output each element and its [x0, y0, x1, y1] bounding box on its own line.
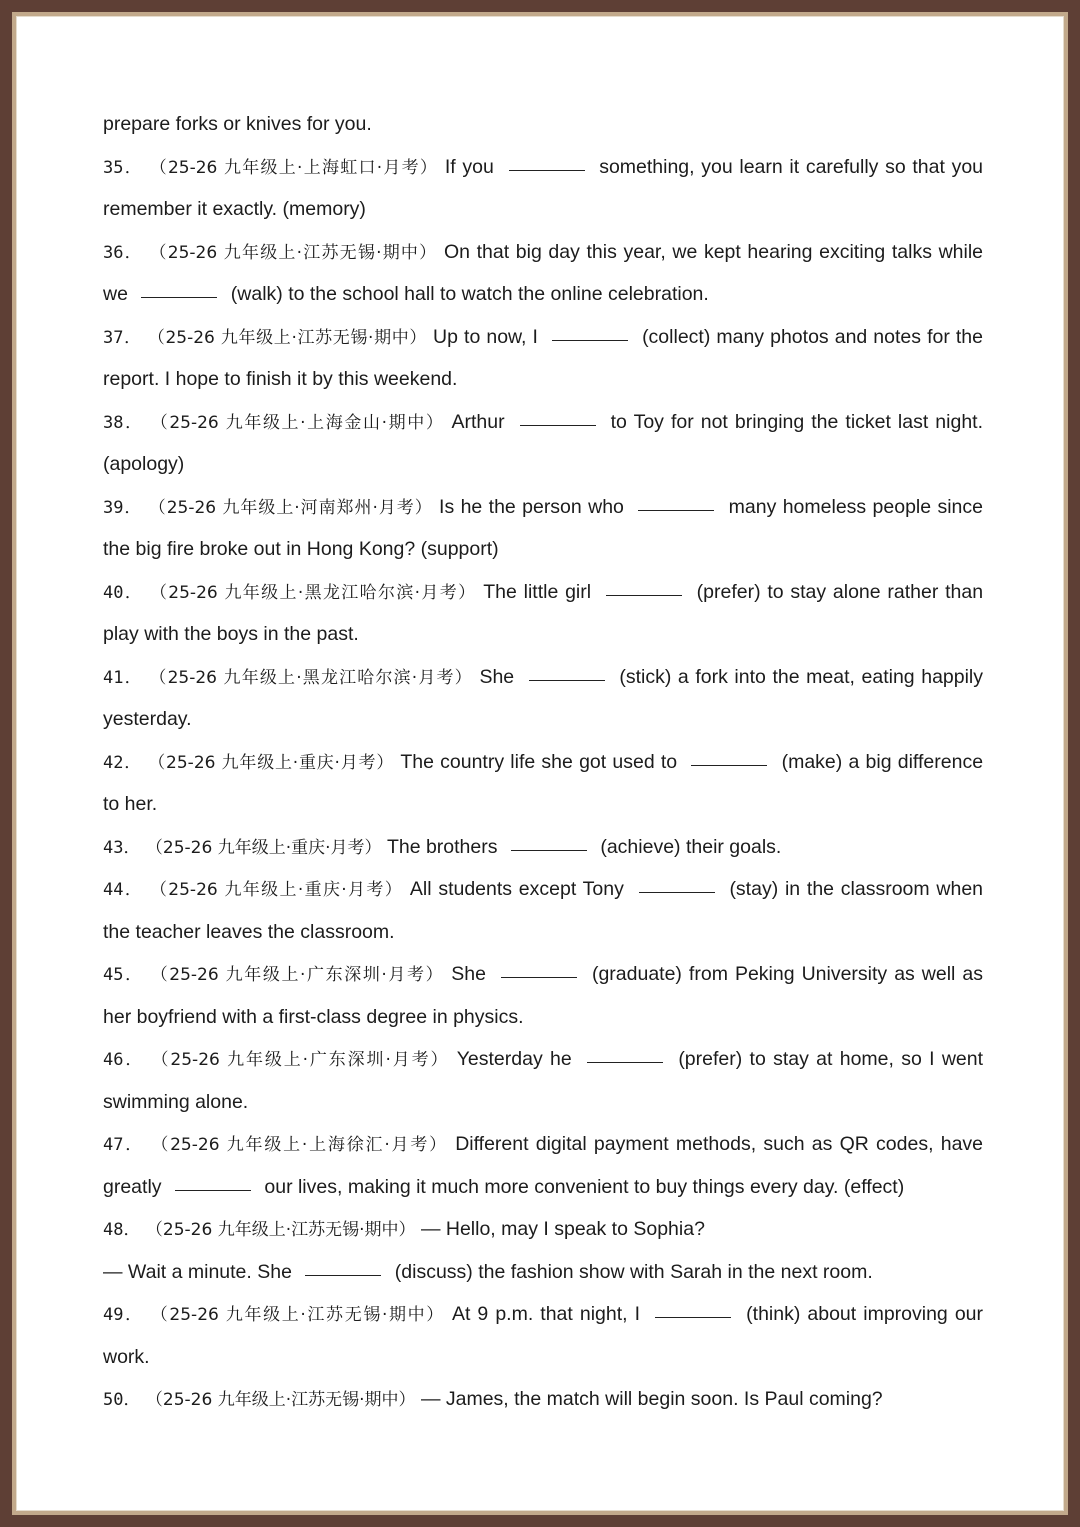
- question-source: （25-26 九年级上·江苏无锡·期中）: [150, 1305, 445, 1325]
- question-text: All students except Tony: [409, 878, 624, 900]
- exercise-content: [103, 103, 983, 1421]
- continuation-line: [103, 698, 983, 741]
- question-text-after-blank: (stick) a fork into the meat, eating happily: [619, 665, 983, 688]
- question-source: （25-26 九年级上·重庆·月考）: [149, 880, 404, 900]
- question-number: 41．: [103, 667, 143, 688]
- question-line: [103, 1378, 983, 1421]
- question-text: prepare forks or knives for you.: [103, 113, 372, 135]
- question-source: （25-26 九年级上·江苏无锡·期中）: [149, 242, 438, 263]
- question-text: play with the boys in the past.: [103, 623, 359, 645]
- answer-blank[interactable]: [305, 1274, 381, 1276]
- question-source: （25-26 九年级上·黑龙江哈尔滨·月考）: [149, 667, 473, 688]
- answer-blank[interactable]: [638, 509, 714, 511]
- answer-blank[interactable]: [141, 296, 217, 298]
- question-line: [103, 1293, 983, 1336]
- question-source: （25-26 九年级上·江苏无锡·期中）: [145, 1390, 416, 1410]
- continuation-line: [103, 911, 983, 954]
- answer-blank[interactable]: [175, 1189, 251, 1191]
- question-line: [103, 868, 983, 911]
- answer-blank[interactable]: [587, 1061, 663, 1063]
- continuation-line: [103, 443, 983, 486]
- question-text: If you: [444, 155, 494, 178]
- question-number: 44．: [103, 880, 144, 900]
- question-line: [103, 571, 983, 614]
- question-source: （25-26 九年级上·河南郑州·月考）: [148, 497, 433, 518]
- continuation-line: [103, 273, 983, 316]
- answer-blank[interactable]: [639, 891, 715, 893]
- question-line: [103, 401, 983, 444]
- question-text-after-blank: (collect) many photos and notes for the: [642, 325, 983, 348]
- question-line: [103, 486, 983, 529]
- question-text: On that big day this year, we kept hearing exciting talks while: [443, 240, 983, 263]
- question-line: [103, 146, 983, 189]
- question-text: The brothers: [386, 835, 498, 858]
- question-number: 50．: [103, 1390, 141, 1410]
- question-text: swimming alone.: [103, 1090, 249, 1113]
- question-line: [103, 1208, 983, 1251]
- question-text-after-blank: something, you learn it carefully so that you: [599, 155, 983, 178]
- question-number: 40．: [103, 582, 144, 603]
- question-text-after-blank: (prefer) to stay alone rather than: [696, 580, 983, 603]
- question-line: [103, 1038, 983, 1081]
- question-source: （25-26 九年级上·江苏无锡·期中）: [145, 1220, 416, 1240]
- question-number: 47．: [103, 1135, 145, 1155]
- question-number: 35．: [103, 157, 143, 178]
- question-text: her boyfriend with a first-class degree in physics.: [103, 1005, 524, 1028]
- question-text: work.: [103, 1345, 150, 1368]
- question-source: （25-26 九年级上·上海金山·期中）: [150, 412, 445, 433]
- answer-blank[interactable]: [529, 679, 605, 681]
- question-line: [103, 316, 983, 359]
- question-text-after-blank: (make) a big difference: [781, 750, 983, 773]
- question-text: — James, the match will begin soon. Is Paul coming?: [420, 1388, 883, 1410]
- question-source: （25-26 九年级上·上海徐汇·月考）: [151, 1135, 448, 1155]
- answer-blank[interactable]: [691, 764, 767, 766]
- question-source: （25-26 九年级上·江苏无锡·期中）: [147, 327, 427, 348]
- question-source: （25-26 九年级上·上海虹口·月考）: [149, 157, 439, 178]
- question-text: She: [451, 963, 486, 985]
- question-text-after-blank: (achieve) their goals.: [600, 835, 782, 858]
- question-line: [103, 741, 983, 784]
- question-number: 45．: [103, 965, 144, 985]
- question-number: 42．: [103, 752, 143, 773]
- question-line: [103, 231, 983, 274]
- question-source: （25-26 九年级上·广东深圳·月考）: [151, 1050, 450, 1070]
- question-number: 39．: [103, 497, 143, 518]
- question-number: 38．: [103, 412, 144, 433]
- question-text-after-blank: (stay) in the classroom when: [729, 878, 983, 900]
- question-source: （25-26 九年级上·黑龙江哈尔滨·月考）: [149, 582, 477, 603]
- question-text: Is he the person who: [439, 495, 624, 518]
- question-text-after-blank: to Toy for not bringing the ticket last night.: [610, 410, 983, 433]
- question-number: 46．: [103, 1050, 145, 1070]
- question-text-after-blank: (think) about improving our: [746, 1303, 983, 1325]
- question-text: the teacher leaves the classroom.: [103, 920, 395, 943]
- question-source: （25-26 九年级上·重庆·月考）: [148, 752, 395, 773]
- question-text-after-blank: (walk) to the school hall to watch the online celebration.: [230, 283, 709, 305]
- question-number: 37．: [103, 327, 142, 348]
- question-number: 36．: [103, 242, 143, 263]
- question-line: [103, 1123, 983, 1166]
- question-text: The little girl: [483, 580, 592, 603]
- answer-blank[interactable]: [520, 424, 596, 426]
- question-text-after-blank: (discuss) the fashion show with Sarah in the next room.: [394, 1260, 873, 1283]
- question-text-after-blank: (graduate) from Peking University as well as: [591, 963, 983, 985]
- question-number: 43．: [103, 837, 141, 858]
- question-text: greatly: [103, 1175, 162, 1198]
- question-line: [103, 826, 983, 869]
- answer-blank[interactable]: [501, 976, 577, 978]
- question-text: At 9 p.m. that night, I: [451, 1303, 641, 1325]
- question-text-after-blank: many homeless people since: [728, 495, 983, 518]
- question-number: 48．: [103, 1220, 141, 1240]
- continuation-line: [103, 528, 983, 571]
- question-source: （25-26 九年级上·广东深圳·月考）: [150, 965, 445, 985]
- continuation-line: [103, 996, 983, 1039]
- continuation-line: [103, 1336, 983, 1379]
- question-text: yesterday.: [103, 708, 192, 730]
- continuation-line: [103, 358, 983, 401]
- answer-blank[interactable]: [606, 594, 682, 596]
- continuation-line: [103, 1251, 983, 1294]
- question-text: the big fire broke out in Hong Kong? (support): [103, 538, 499, 560]
- continuation-line: [103, 783, 983, 826]
- continuation-line: [103, 188, 983, 231]
- question-text: The country life she got used to: [400, 750, 678, 773]
- question-text: Up to now, I: [433, 325, 538, 348]
- question-text-after-blank: (prefer) to stay at home, so I went: [678, 1048, 983, 1070]
- question-text: Yesterday he: [456, 1048, 572, 1070]
- question-text: we: [103, 283, 128, 305]
- answer-blank[interactable]: [552, 339, 628, 341]
- continuation-line: [103, 613, 983, 656]
- continuation-line: [103, 1081, 983, 1124]
- question-text-after-blank: our lives, making it much more convenient to buy things every day. (effect): [264, 1175, 905, 1198]
- answer-blank[interactable]: [509, 169, 585, 171]
- answer-blank[interactable]: [511, 849, 587, 851]
- question-text: (apology): [103, 453, 185, 475]
- answer-blank[interactable]: [655, 1316, 731, 1318]
- question-text: report. I hope to finish it by this weekend.: [103, 368, 458, 390]
- continuation-line: [103, 103, 983, 146]
- question-text: to her.: [103, 793, 158, 815]
- question-text: She: [479, 665, 515, 688]
- question-source: （25-26 九年级上·重庆·月考）: [145, 837, 382, 858]
- question-line: [103, 656, 983, 699]
- continuation-line: [103, 1166, 983, 1209]
- question-text: Arthur: [451, 410, 505, 433]
- question-line: [103, 953, 983, 996]
- question-text: — Hello, may I speak to Sophia?: [420, 1218, 705, 1240]
- question-number: 49．: [103, 1305, 144, 1325]
- question-text: Different digital payment methods, such as QR codes, have: [455, 1133, 983, 1155]
- question-text: — Wait a minute. She: [103, 1260, 292, 1283]
- question-text: remember it exactly. (memory): [103, 198, 366, 220]
